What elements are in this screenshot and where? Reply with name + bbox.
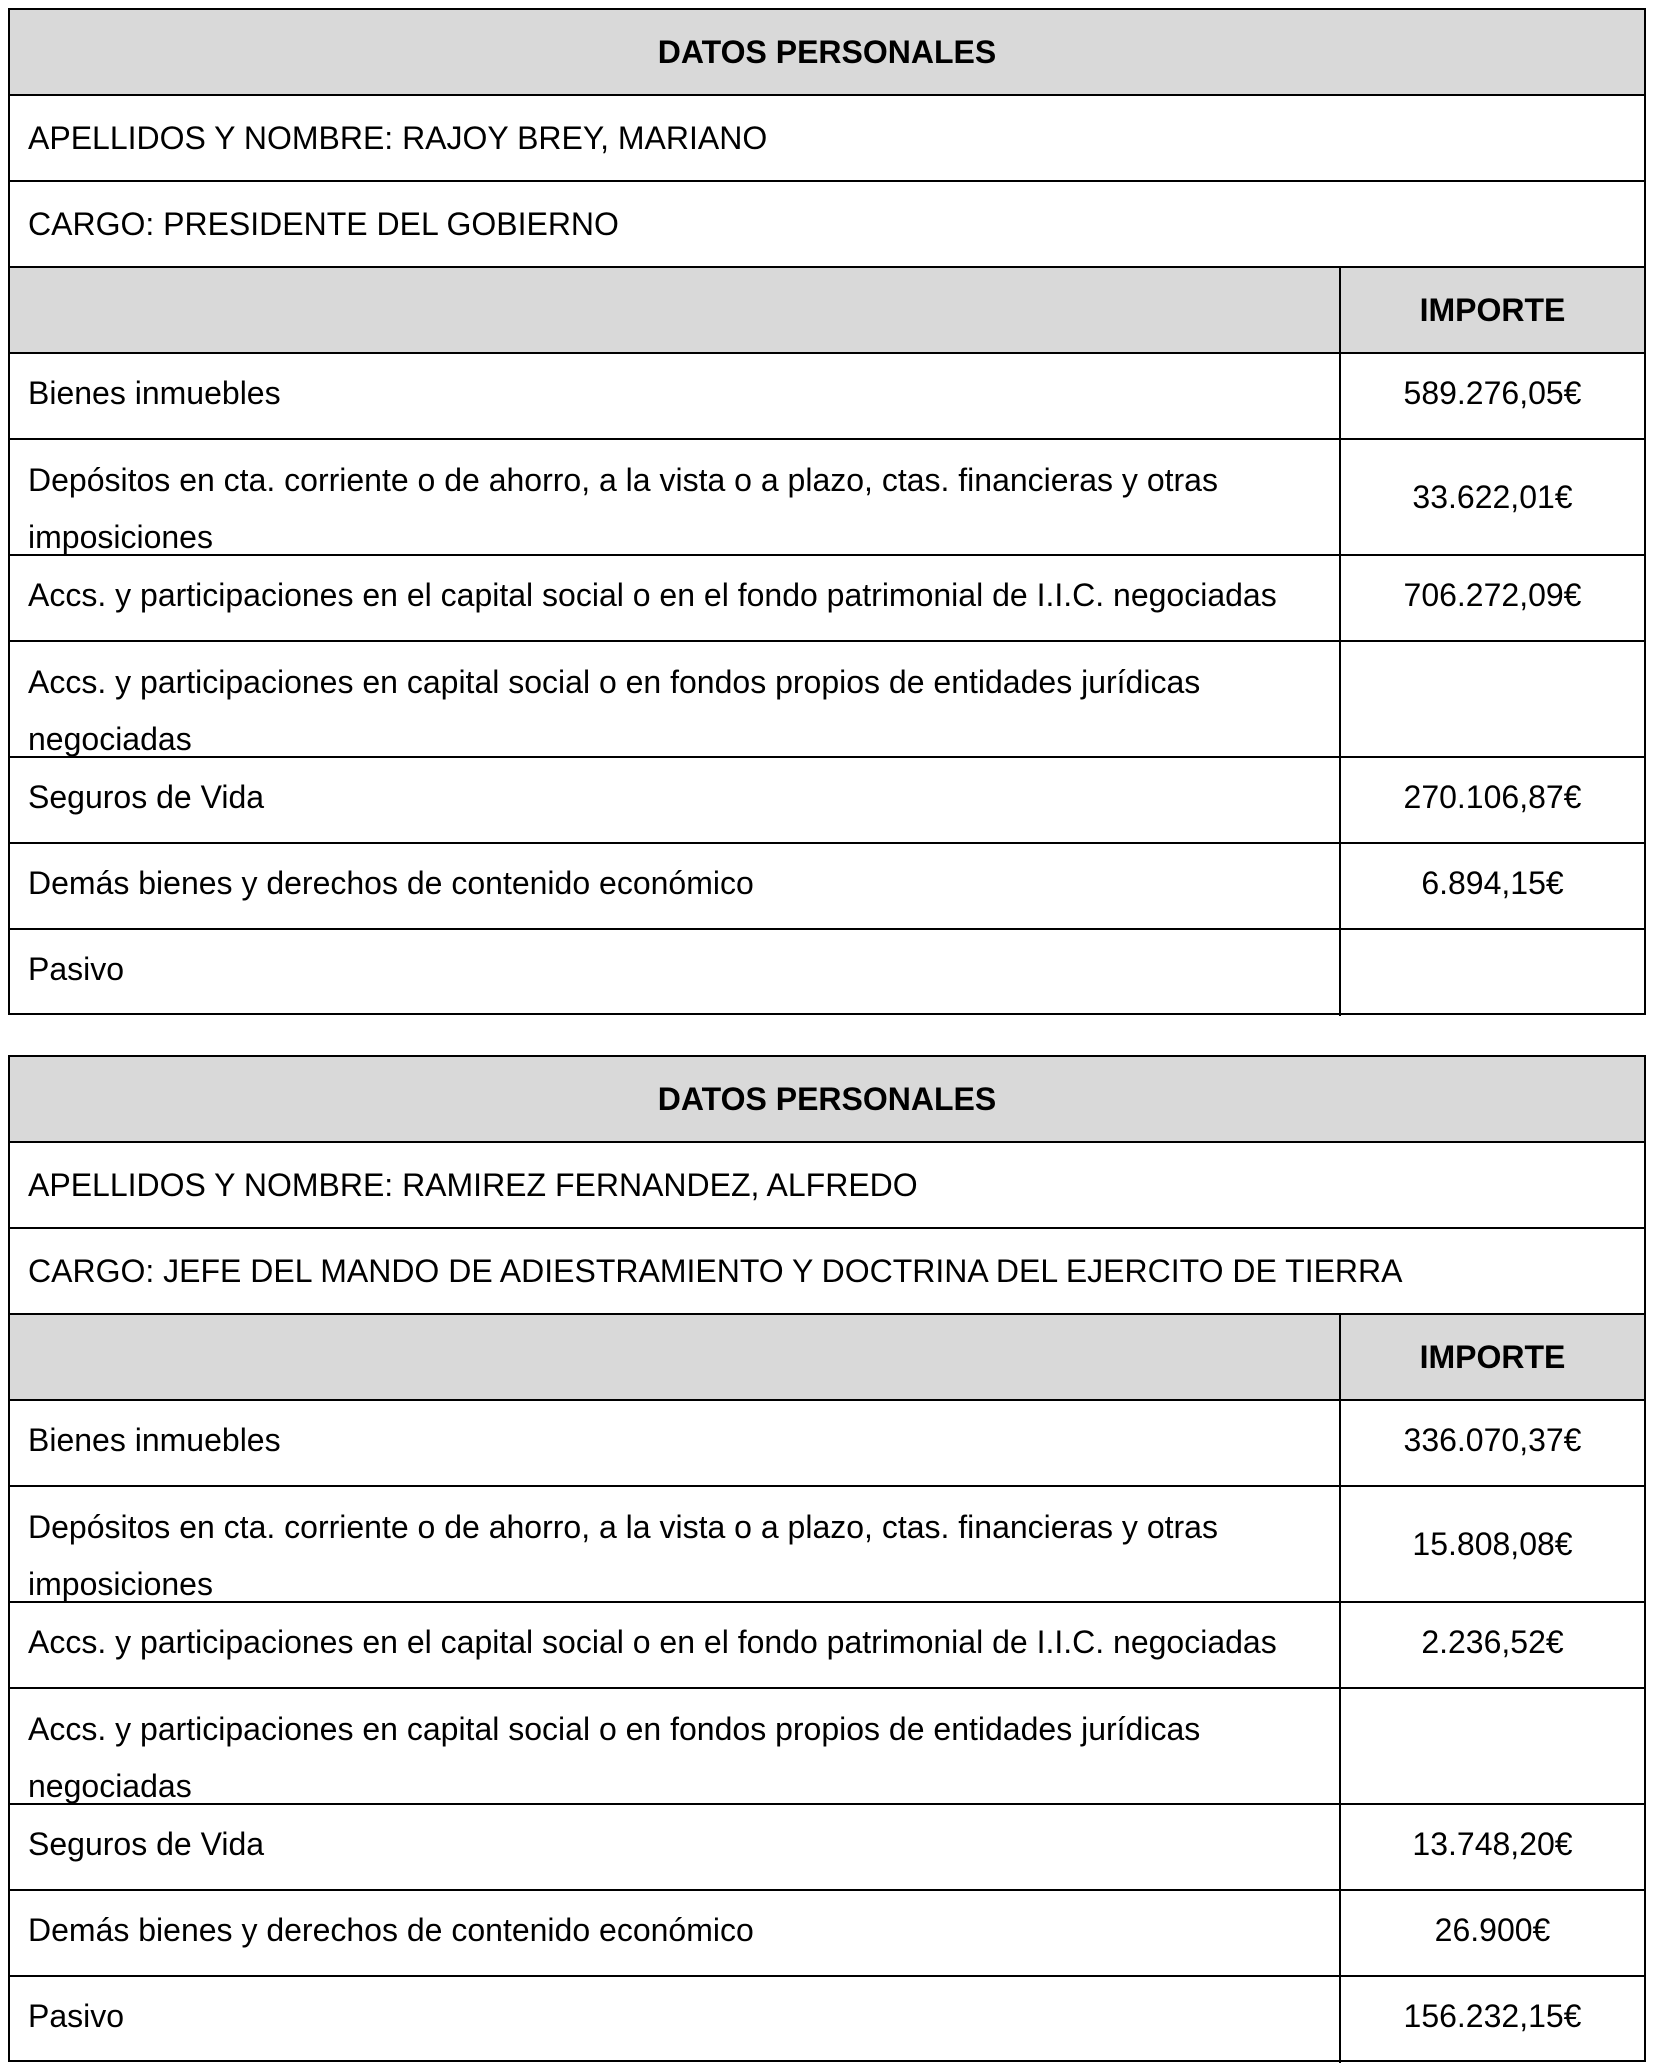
name-row — [10, 1143, 1644, 1229]
row-value: 706.272,09€ — [1403, 577, 1582, 613]
table-row — [10, 1401, 1644, 1487]
row-value — [1341, 930, 1644, 1016]
table-row — [10, 844, 1644, 930]
row-value: 15.808,08€ — [1412, 1525, 1573, 1562]
importe-header-row — [10, 268, 1644, 354]
table-row — [10, 440, 1644, 556]
table-row — [10, 556, 1644, 642]
cargo-row — [10, 182, 1644, 268]
table-row — [10, 1805, 1644, 1891]
row-label: Pasivo — [10, 1977, 1341, 2063]
importe-header-row — [10, 1315, 1644, 1401]
importe-header: IMPORTE — [1419, 1338, 1566, 1375]
table-row — [10, 1689, 1644, 1805]
section-header — [10, 1057, 1644, 1143]
table-row — [10, 354, 1644, 440]
section-header-label: DATOS PERSONALES — [657, 33, 997, 70]
row-label: Accs. y participaciones en capital social o en fondos propios de entidades jurídicas negociadas — [10, 642, 1341, 756]
row-label: Bienes inmuebles — [10, 354, 1341, 438]
cargo-row — [10, 1229, 1644, 1315]
row-label: Depósitos en cta. corriente o de ahorro, a la vista o a plazo, ctas. financieras y otras imposiciones — [10, 1487, 1341, 1601]
row-label: Bienes inmuebles — [10, 1401, 1341, 1485]
row-value: 156.232,15€ — [1403, 1998, 1582, 2034]
section-header-label: DATOS PERSONALES — [657, 1080, 997, 1117]
name-text: APELLIDOS Y NOMBRE: RAJOY BREY, MARIANO — [28, 119, 768, 156]
row-value: 33.622,01€ — [1412, 478, 1573, 515]
row-value: 6.894,15€ — [1421, 865, 1564, 901]
table-row — [10, 1487, 1644, 1603]
row-value — [1341, 642, 1644, 756]
row-value: 2.236,52€ — [1421, 1624, 1564, 1660]
row-label: Depósitos en cta. corriente o de ahorro, a la vista o a plazo, ctas. financieras y otras imposiciones — [10, 440, 1341, 554]
row-label: Pasivo — [10, 930, 1341, 1016]
declaration-table-2 — [8, 1055, 1646, 2062]
empty-header-cell — [10, 268, 1341, 352]
row-value: 336.070,37€ — [1403, 1422, 1582, 1458]
row-value: 270.106,87€ — [1403, 779, 1582, 815]
row-value: 13.748,20€ — [1412, 1826, 1573, 1862]
row-label: Accs. y participaciones en el capital social o en el fondo patrimonial de I.I.C. negociadas — [10, 1603, 1341, 1687]
table-row — [10, 930, 1644, 1016]
row-label: Demás bienes y derechos de contenido económico — [10, 1891, 1341, 1975]
table-row — [10, 1977, 1644, 2063]
row-label: Accs. y participaciones en el capital social o en el fondo patrimonial de I.I.C. negociadas — [10, 556, 1341, 640]
declaration-table-1 — [8, 8, 1646, 1015]
row-label: Accs. y participaciones en capital social o en fondos propios de entidades jurídicas negociadas — [10, 1689, 1341, 1803]
row-value: 589.276,05€ — [1403, 375, 1582, 411]
row-label: Seguros de Vida — [10, 1805, 1341, 1889]
cargo-text: CARGO: JEFE DEL MANDO DE ADIESTRAMIENTO Y DOCTRINA DEL EJERCITO DE TIERRA — [28, 1252, 1403, 1289]
row-value — [1341, 1689, 1644, 1803]
table-row — [10, 758, 1644, 844]
section-header — [10, 10, 1644, 96]
importe-header: IMPORTE — [1419, 291, 1566, 328]
row-value: 26.900€ — [1434, 1912, 1551, 1948]
table-row — [10, 1603, 1644, 1689]
row-label: Seguros de Vida — [10, 758, 1341, 842]
name-text: APELLIDOS Y NOMBRE: RAMIREZ FERNANDEZ, ALFREDO — [28, 1166, 918, 1203]
table-row — [10, 1891, 1644, 1977]
empty-header-cell — [10, 1315, 1341, 1399]
row-label: Demás bienes y derechos de contenido económico — [10, 844, 1341, 928]
cargo-text: CARGO: PRESIDENTE DEL GOBIERNO — [28, 205, 619, 242]
name-row — [10, 96, 1644, 182]
table-row — [10, 642, 1644, 758]
